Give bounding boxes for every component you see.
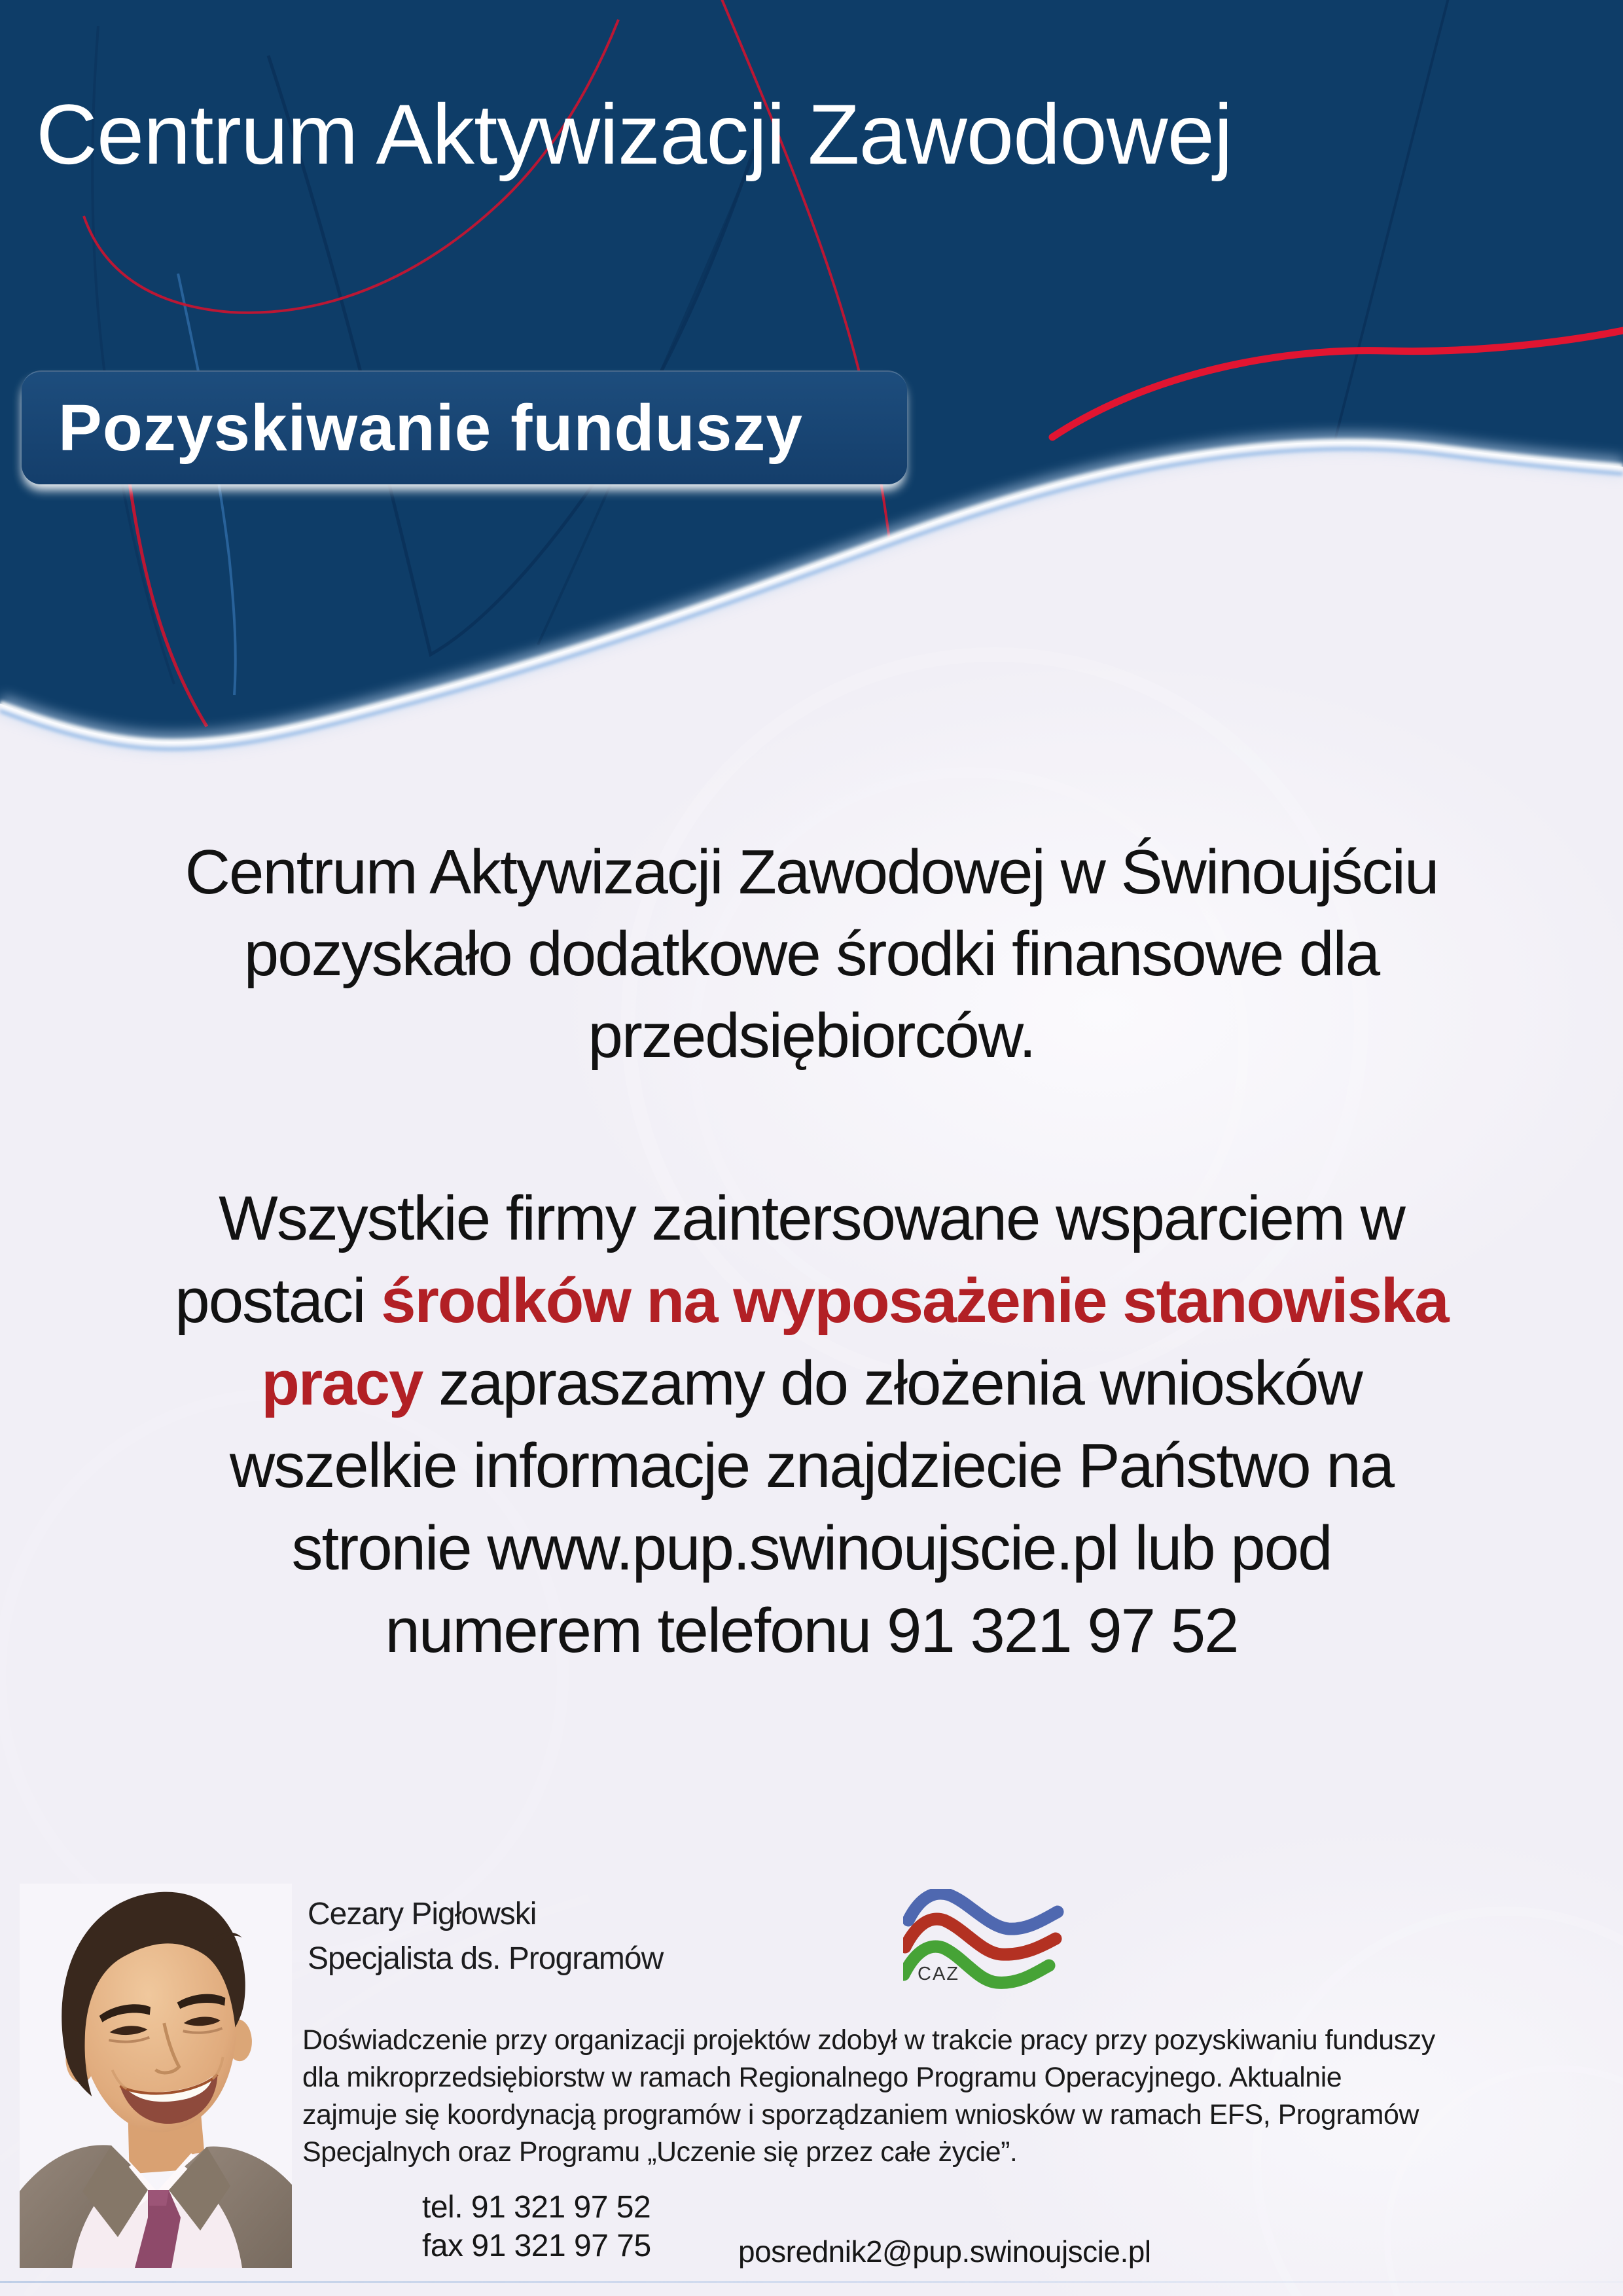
portrait-photo [20,1884,292,2268]
person-bio: Doświadczenie przy organizacji projektów zdobył w trakcie pracy przy pozyskiwaniu funduszy dla mikroprzedsiębiorstw w ramach Regionalnego Programu Operacyjnego. Aktualnie zajmuje się koordynacją programów i sporządzaniem wniosków w ramach EFS, Programów Specjalnych oraz Programu „Uczenie się przez całe życie”. [302,2024,1435,2168]
contact-fax: fax 91 321 97 75 [422,2229,651,2263]
page-title: Centrum Aktywizacji Zawodowej [36,86,1232,182]
funding-badge-label: Pozyskiwanie funduszy [58,391,803,465]
caz-logo [903,1889,1067,2003]
person-role: Specjalista ds. Programów [308,1941,664,1976]
contact-email: posrednik2@pup.swinoujscie.pl [738,2234,1151,2269]
offer-paragraph: Wszystkie firmy zaintersowane wsparciem w postaci środków na wyposażenie stanowiska pracy zapraszamy do złożenia wniosków wszelkie informacje znajdziecie Państwo na stronie www.pup.swinoujscie.pl lub pod numerem telefonu 91 321 97 52 [175,1183,1448,1666]
logo-caption: CAZ [918,1964,959,1984]
funding-badge [22,370,907,484]
person-name: Cezary Pigłowski [308,1897,537,1931]
intro-paragraph: Centrum Aktywizacji Zawodowej w Świnoujściu pozyskało dodatkowe środki finansowe dla przedsiębiorców. [185,837,1438,1071]
contact-tel: tel. 91 321 97 52 [422,2190,651,2225]
footer-divider [0,2281,1623,2283]
